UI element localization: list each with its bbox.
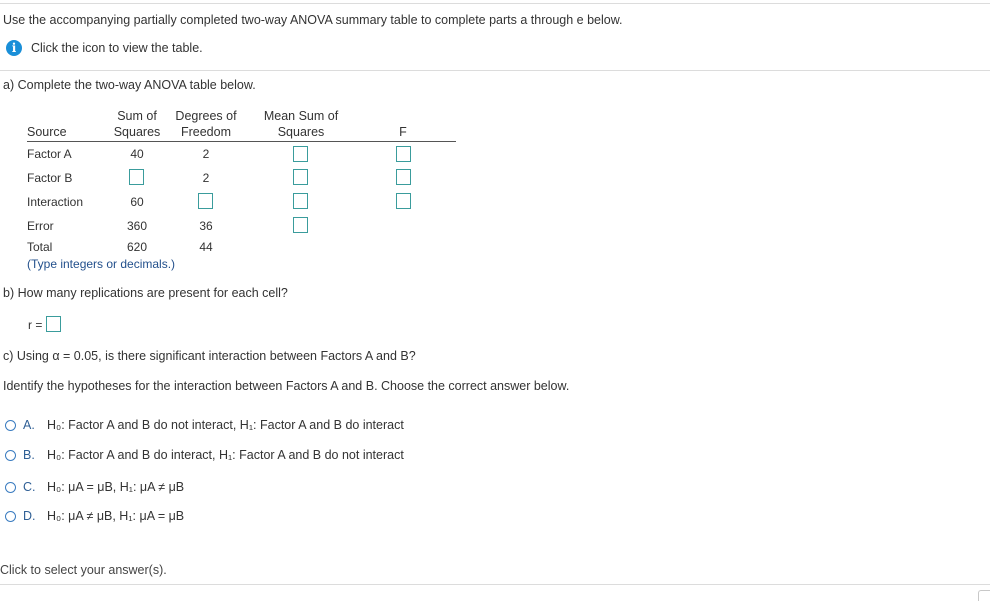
f-interaction-input[interactable] <box>396 193 411 209</box>
radio-option-b[interactable] <box>5 450 16 461</box>
section-divider <box>0 70 990 71</box>
header-f: F <box>399 125 407 139</box>
row-source-interaction: Interaction <box>27 195 84 209</box>
row-source-factor-a: Factor A <box>27 147 72 161</box>
option-a-text[interactable]: H₀: Factor A and B do not interact, H₁: Factor A and B do interact <box>47 418 404 432</box>
option-a-letter: A. <box>23 418 35 432</box>
top-divider <box>0 3 990 4</box>
option-b-letter: B. <box>23 448 35 462</box>
bottom-divider <box>0 584 990 585</box>
part-a-prompt: a) Complete the two-way ANOVA table below. <box>3 78 256 92</box>
df-interaction-input[interactable] <box>198 193 213 209</box>
df-total: 44 <box>199 240 213 254</box>
f-factor-a-input[interactable] <box>396 146 411 162</box>
header-source: Source <box>27 125 67 139</box>
row-source-error: Error <box>27 219 54 233</box>
r-label: r = <box>28 318 43 332</box>
df-factor-a: 2 <box>202 147 210 161</box>
ss-error: 360 <box>126 219 148 233</box>
row-source-total: Total <box>27 240 53 254</box>
footer-instruction: Click to select your answer(s). <box>0 563 167 577</box>
replications-input[interactable] <box>46 316 61 332</box>
part-b-prompt: b) How many replications are present for each cell? <box>3 286 288 300</box>
header-mean-sum-of-squares: Mean Sum of Squares <box>263 109 339 139</box>
ms-error-input[interactable] <box>293 217 308 233</box>
info-link-text[interactable]: Click the icon to view the table. <box>31 41 203 55</box>
option-d-letter: D. <box>23 509 36 523</box>
type-hint: (Type integers or decimals.) <box>27 257 176 271</box>
instruction-text: Use the accompanying partially completed two-way ANOVA summary table to complete parts a through e below. <box>3 13 623 27</box>
hypotheses-prompt: Identify the hypotheses for the interaction between Factors A and B. Choose the correct answer below. <box>3 379 570 393</box>
table-header-rule <box>27 141 456 142</box>
option-d-text[interactable]: H₀: μA ≠ μB, H₁: μA = μB <box>47 509 185 523</box>
part-c-prompt: c) Using α = 0.05, is there significant interaction between Factors A and B? <box>3 349 416 363</box>
info-icon[interactable]: i <box>6 40 22 56</box>
df-factor-b: 2 <box>202 171 210 185</box>
ss-interaction: 60 <box>130 195 144 209</box>
ss-factor-b-input[interactable] <box>129 169 144 185</box>
ms-factor-b-input[interactable] <box>293 169 308 185</box>
ms-interaction-input[interactable] <box>293 193 308 209</box>
header-degrees-of-freedom: Degrees of Freedom <box>175 109 237 139</box>
option-b-text[interactable]: H₀: Factor A and B do interact, H₁: Factor A and B do not interact <box>47 448 404 462</box>
corner-scroll-handle[interactable] <box>978 590 990 601</box>
header-sum-of-squares: Sum of Squares <box>113 109 161 139</box>
ms-factor-a-input[interactable] <box>293 146 308 162</box>
option-c-letter: C. <box>23 480 36 494</box>
f-factor-b-input[interactable] <box>396 169 411 185</box>
row-source-factor-b: Factor B <box>27 171 73 185</box>
radio-option-d[interactable] <box>5 511 16 522</box>
radio-option-c[interactable] <box>5 482 16 493</box>
radio-option-a[interactable] <box>5 420 16 431</box>
df-error: 36 <box>199 219 213 233</box>
option-c-text[interactable]: H₀: μA = μB, H₁: μA ≠ μB <box>47 480 185 494</box>
ss-total: 620 <box>126 240 148 254</box>
ss-factor-a: 40 <box>130 147 144 161</box>
